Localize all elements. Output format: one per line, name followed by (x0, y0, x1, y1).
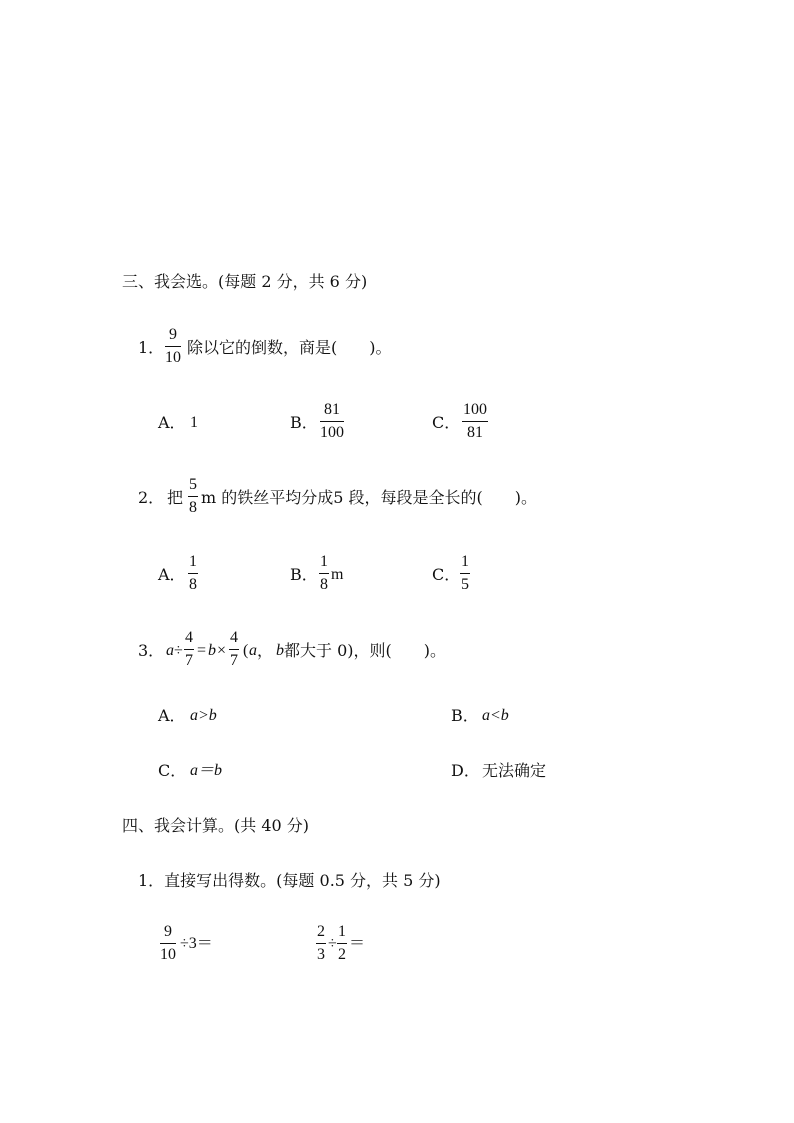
q3-option-a-label: A． (158, 706, 186, 725)
q3-times-sign: × (217, 642, 227, 659)
q2-option-b-label: B． (290, 565, 318, 584)
fraction-numerator: 1 (338, 923, 346, 940)
q3-comma: ， (257, 641, 274, 660)
question-2-prefix: 把 (167, 488, 184, 507)
question-2-text: m 的铁丝平均分成5 段，每段是全长的( )。 (201, 488, 538, 507)
q2-option-b-unit: m (331, 566, 344, 583)
q3-option-b-label: B． (451, 706, 479, 725)
fraction-numerator: 4 (230, 629, 238, 646)
fraction-denominator: 8 (189, 576, 197, 593)
q1-option-b-fraction (320, 401, 344, 442)
question-3-text: 都大于 0)，则( )。 (284, 641, 446, 660)
fraction-denominator: 7 (185, 652, 193, 669)
q1-option-a-value: 1 (190, 414, 198, 431)
q3-option-a-text: a>b (190, 707, 217, 724)
fraction-denominator: 10 (165, 349, 181, 366)
calc-2-fraction-2 (337, 923, 347, 964)
question-2-number: 2． (138, 488, 165, 507)
q1-option-a-label: A． (158, 413, 186, 432)
q3-fraction-1 (184, 629, 194, 670)
section-4-title: 四、我会计算。(共 40 分) (122, 816, 310, 835)
q3-option-b-text: a<b (482, 707, 509, 724)
section-3-title: 三、我会选。(每题 2 分，共 6 分) (122, 272, 368, 291)
q3-option-c-label: C． (158, 761, 187, 780)
fraction-numerator: 9 (164, 923, 172, 940)
q3-paren-open: ( (243, 642, 249, 659)
calc-2-equals: ＝ (349, 935, 366, 952)
q2-option-c-fraction (460, 553, 470, 594)
q2-option-a-fraction (188, 553, 198, 594)
fraction-numerator: 1 (320, 553, 328, 570)
q1-option-b-label: B． (290, 413, 318, 432)
fraction-numerator: 81 (324, 401, 340, 418)
fraction-numerator: 1 (189, 553, 197, 570)
question-3-number: 3． (138, 641, 165, 660)
calc-2-divide-sign: ÷ (328, 935, 337, 952)
fraction-denominator: 5 (461, 576, 469, 593)
fraction-denominator: 100 (320, 424, 344, 441)
question-1-number: 1． (138, 338, 165, 357)
q3-fraction-2 (229, 629, 239, 670)
question-2-fraction (188, 476, 198, 517)
calc-2-fraction-1 (316, 923, 326, 964)
q3-var-b-2: b (276, 642, 284, 659)
q1-option-c-fraction (462, 401, 488, 442)
fraction-denominator: 10 (160, 946, 176, 963)
q3-option-c-text: a＝b (190, 762, 223, 779)
q3-var-b: b (208, 642, 216, 659)
fraction-numerator: 5 (189, 476, 197, 493)
fraction-denominator: 8 (320, 576, 328, 593)
fraction-denominator: 8 (189, 499, 197, 516)
fraction-denominator: 81 (467, 424, 483, 441)
question-1-text: 除以它的倒数，商是( )。 (187, 338, 392, 357)
q2-option-b-fraction (319, 553, 329, 594)
q3-option-d-text: 无法确定 (482, 761, 547, 780)
fraction-numerator: 2 (317, 923, 325, 940)
q2-option-a-label: A． (158, 565, 186, 584)
fraction-numerator: 1 (461, 553, 469, 570)
q3-equals-sign: = (197, 642, 207, 659)
q3-var-a: a (166, 642, 174, 659)
fraction-denominator: 3 (317, 946, 325, 963)
q1-option-c-label: C． (432, 413, 461, 432)
fraction-numerator: 100 (463, 401, 487, 418)
question-1-fraction (165, 326, 181, 367)
q3-var-a-2: a (249, 642, 257, 659)
fraction-denominator: 7 (230, 652, 238, 669)
section-4-question-1-title: 1．直接写出得数。(每题 0.5 分，共 5 分) (138, 871, 441, 890)
q3-option-d-label: D． (451, 761, 480, 780)
calc-1-rest: ÷3＝ (180, 935, 213, 952)
q3-divide-sign: ÷ (174, 642, 183, 659)
fraction-numerator: 4 (185, 629, 193, 646)
q2-option-c-label: C． (432, 565, 461, 584)
fraction-denominator: 2 (338, 946, 346, 963)
fraction-numerator: 9 (169, 326, 177, 343)
calc-1-fraction (160, 923, 176, 964)
